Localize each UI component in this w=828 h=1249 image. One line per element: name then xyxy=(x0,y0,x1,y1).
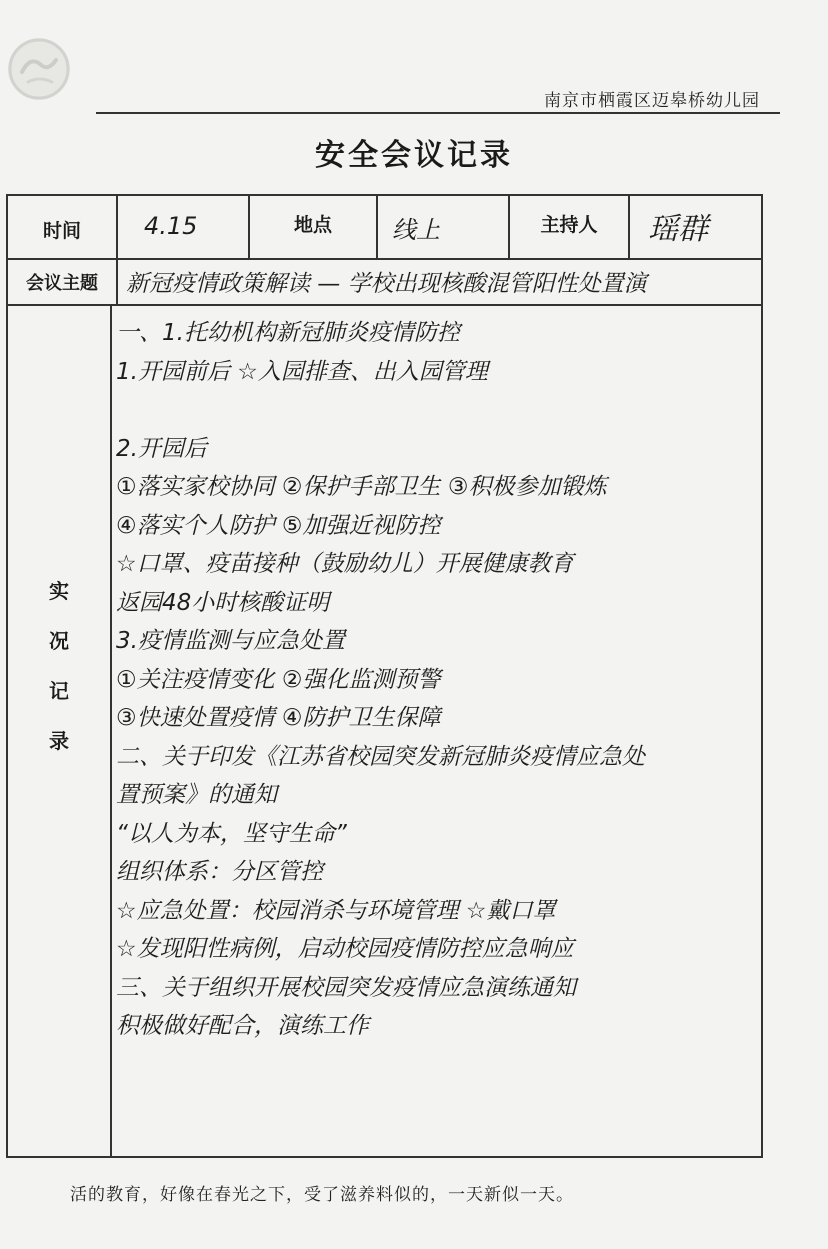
record-line: 二、关于印发《江苏省校园突发新冠肺炎疫情应急处 xyxy=(116,743,645,770)
record-line: 2.开园后 xyxy=(116,435,207,462)
school-name: 南京市栖霞区迈皋桥幼儿园 xyxy=(544,91,760,111)
side-char: 记 xyxy=(49,679,69,703)
header-divider xyxy=(96,112,780,114)
record-line: 3.疫情监测与应急处置 xyxy=(116,628,345,654)
footer-quote: 活的教育，好像在春光之下，受了滋养料似的，一天新似一天。 xyxy=(70,1185,574,1205)
record-content xyxy=(116,314,766,1046)
record-line: ③快速处置疫情 ④防护卫生保障 xyxy=(116,705,441,731)
record-line: 一、1.托幼机构新冠肺炎疫情防控 xyxy=(116,320,460,346)
time-value: 4.15 xyxy=(144,212,198,240)
record-line: 返园48小时核酸证明 xyxy=(116,589,330,616)
record-side-label xyxy=(8,566,110,766)
record-line: ☆发现阳性病例，启动校园疫情防控应急响应 xyxy=(116,936,574,962)
record-line: 三、关于组织开展校园突发疫情应急演练通知 xyxy=(116,974,576,1001)
side-char: 实 xyxy=(49,579,69,603)
record-line: ①关注疫情变化 ②强化监测预警 xyxy=(116,666,441,693)
record-line: 置预案》的通知 xyxy=(116,782,277,808)
side-char: 况 xyxy=(49,629,69,653)
place-value: 线上 xyxy=(392,216,440,244)
topic-row xyxy=(8,258,761,306)
topic-label: 会议主题 xyxy=(26,273,98,294)
host-value: 瑶群 xyxy=(648,212,708,247)
record-line: ☆口罩、疫苗接种（鼓励幼儿）开展健康教育 xyxy=(116,551,574,577)
record-line: “以人为本，坚守生命” xyxy=(116,820,347,847)
side-char: 录 xyxy=(49,729,69,753)
topic-value: 新冠疫情政策解读 — 学校出现核酸混管阳性处置演 xyxy=(126,271,647,297)
record-line: 1.开园前后 ☆入园排查、出入园管理 xyxy=(116,358,488,385)
place-label: 地点 xyxy=(293,214,332,236)
record-divider xyxy=(110,304,112,1156)
meta-row xyxy=(8,196,761,260)
logo-icon xyxy=(8,38,70,100)
school-logo xyxy=(8,38,70,100)
record-line xyxy=(116,391,766,430)
record-line: ④落实个人防护 ⑤加强近视防控 xyxy=(116,512,441,539)
record-line: 积极做好配合，演练工作 xyxy=(116,1013,369,1039)
record-line: ①落实家校协同 ②保护手部卫生 ③积极参加锻炼 xyxy=(116,474,607,500)
host-label: 主持人 xyxy=(540,214,598,236)
page-title: 安全会议记录 xyxy=(315,138,513,173)
record-line: ☆应急处置：校园消杀与环境管理 ☆戴口罩 xyxy=(116,897,556,924)
time-label: 时间 xyxy=(42,220,81,242)
record-line: 组织体系：分区管控 xyxy=(116,859,323,885)
record-table xyxy=(6,194,763,1158)
